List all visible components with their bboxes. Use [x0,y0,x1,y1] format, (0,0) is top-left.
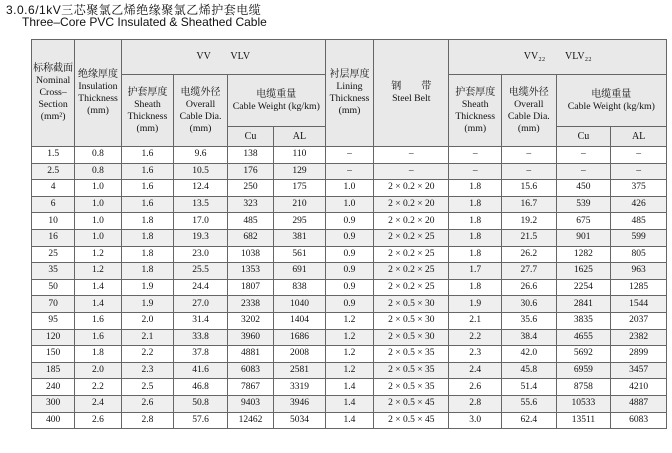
table-cell: 0.9 [325,229,373,246]
table-cell: 23.0 [174,246,228,263]
table-cell: 2 × 0.2 × 25 [374,279,449,296]
table-cell: 901 [556,229,611,246]
table-cell: – [611,147,667,164]
table-cell: 42.0 [501,346,556,363]
table-cell: 6083 [611,412,667,429]
table-cell: 0.9 [325,263,373,280]
table-cell: – [325,147,373,164]
table-cell: 33.8 [174,329,228,346]
table-cell: 10.5 [174,163,228,180]
table-cell: 17.0 [174,213,228,230]
table-cell: 3457 [611,362,667,379]
table-cell: 1404 [274,312,326,329]
table-cell: 5692 [556,346,611,363]
table-cell: 1.4 [325,412,373,429]
table-cell: 1807 [227,279,273,296]
table-cell: 2.6 [121,395,174,412]
table-cell: 120 [32,329,75,346]
table-cell: – [325,163,373,180]
table-cell: 2338 [227,296,273,313]
table-cell: – [449,163,502,180]
table-cell: 1.0 [75,196,121,213]
table-cell: 682 [227,229,273,246]
table-cell: 129 [274,163,326,180]
table-cell: 46.8 [174,379,228,396]
table-cell: 38.4 [501,329,556,346]
table-cell: 2 × 0.5 × 35 [374,346,449,363]
table-cell: 599 [611,229,667,246]
title-english: Three–Core PVC Insulated & Sheathed Cable [22,15,267,29]
table-cell: 1544 [611,296,667,313]
table-cell: 1.8 [449,180,502,197]
table-cell: 1.8 [449,213,502,230]
table-cell: 295 [274,213,326,230]
table-cell: 1285 [611,279,667,296]
table-cell: 1.4 [325,395,373,412]
table-cell: 6083 [227,362,273,379]
table-cell: 3319 [274,379,326,396]
table-cell: 485 [611,213,667,230]
table-cell: 4210 [611,379,667,396]
table-cell: 4655 [556,329,611,346]
table-cell: 2 × 0.2 × 20 [374,213,449,230]
table-cell: 150 [32,346,75,363]
table-cell: 31.4 [174,312,228,329]
header-cu-22: Cu [556,127,611,147]
table-cell: 55.6 [501,395,556,412]
table-cell: 2254 [556,279,611,296]
table-cell: – [501,147,556,164]
table-cell: 1.0 [75,229,121,246]
table-cell: 1686 [274,329,326,346]
table-cell: 0.8 [75,147,121,164]
table-cell: 963 [611,263,667,280]
table-cell: 323 [227,196,273,213]
table-cell: 0.9 [325,246,373,263]
table-cell: 7867 [227,379,273,396]
table-cell: 2.6 [449,379,502,396]
table-cell: – [611,163,667,180]
table-cell: 35 [32,263,75,280]
table-row [32,229,667,246]
table-cell: 41.6 [174,362,228,379]
header-al-22: AL [611,127,667,147]
table-cell: 2 × 0.2 × 25 [374,263,449,280]
table-cell: 2 × 0.5 × 30 [374,329,449,346]
header-cable-weight-22: 电缆重量 Cable Weight (kg/km) [556,75,666,127]
header-lining-thickness: 衬层厚度 Lining Thickness (mm) [325,40,373,147]
table-row [32,263,667,280]
table-cell: 1.7 [449,263,502,280]
table-cell: 691 [274,263,326,280]
table-cell: 0.9 [325,296,373,313]
table-cell: 2841 [556,296,611,313]
header-sheath-thickness: 护套厚度 Sheath Thickness (mm) [121,75,174,147]
table-cell: 300 [32,395,75,412]
table-cell: 30.6 [501,296,556,313]
table-cell: 37.8 [174,346,228,363]
table-cell: 35.6 [501,312,556,329]
table-cell: 9.6 [174,147,228,164]
table-cell: 2 × 0.5 × 35 [374,379,449,396]
table-cell: 1.8 [449,229,502,246]
table-cell: 2 × 0.5 × 30 [374,296,449,313]
table-cell: 0.8 [75,163,121,180]
table-cell: 70 [32,296,75,313]
table-cell: 16.7 [501,196,556,213]
table-cell: 21.5 [501,229,556,246]
table-cell: 2.5 [32,163,75,180]
table-cell: 2 × 0.5 × 45 [374,395,449,412]
table-row [32,362,667,379]
table-cell: 381 [274,229,326,246]
table-cell: 1.8 [75,346,121,363]
table-cell: 450 [556,180,611,197]
table-cell: 51.4 [501,379,556,396]
table-cell: 2899 [611,346,667,363]
table-cell: 19.2 [501,213,556,230]
table-cell: 1.0 [325,196,373,213]
table-cell: 1625 [556,263,611,280]
table-cell: 0.9 [325,279,373,296]
table-cell: 10533 [556,395,611,412]
table-cell: 2382 [611,329,667,346]
table-cell: 1.8 [121,213,174,230]
table-cell: 240 [32,379,75,396]
table-cell: 561 [274,246,326,263]
table-cell: 675 [556,213,611,230]
table-cell: 176 [227,163,273,180]
table-cell: 2.3 [449,346,502,363]
table-cell: 45.8 [501,362,556,379]
table-cell: 1038 [227,246,273,263]
table-cell: 1.0 [325,180,373,197]
table-cell: 210 [274,196,326,213]
table-cell: 2 × 0.2 × 20 [374,196,449,213]
table-cell: 3946 [274,395,326,412]
table-cell: 1.6 [75,312,121,329]
table-cell: 2.0 [75,362,121,379]
header-cu: Cu [227,127,273,147]
table-row [32,379,667,396]
table-cell: 1.8 [121,246,174,263]
table-cell: 2.8 [121,412,174,429]
header-group-vv-vlv: VV VLV [121,40,325,75]
table-cell: 1.8 [121,229,174,246]
header-al: AL [274,127,326,147]
table-row [32,312,667,329]
table-row [32,213,667,230]
table-row [32,329,667,346]
table-cell: 57.6 [174,412,228,429]
table-row [32,279,667,296]
table-cell: 8758 [556,379,611,396]
table-cell: 2.5 [121,379,174,396]
table-cell: 27.0 [174,296,228,313]
table-cell: 1353 [227,263,273,280]
table-cell: 805 [611,246,667,263]
table-cell: 1.2 [75,263,121,280]
table-cell: – [374,147,449,164]
table-cell: 9403 [227,395,273,412]
table-cell: 1.0 [75,180,121,197]
table-cell: 2.1 [121,329,174,346]
table-cell: 1.2 [325,346,373,363]
table-cell: 426 [611,196,667,213]
table-cell: 1.8 [449,246,502,263]
table-cell: 6 [32,196,75,213]
header-cable-weight: 电缆重量 Cable Weight (kg/km) [227,75,325,127]
table-cell: 2.2 [121,346,174,363]
table-cell: 15.6 [501,180,556,197]
header-sheath-thickness-22: 护套厚度 Sheath Thickness (mm) [449,75,502,147]
table-cell: 25.5 [174,263,228,280]
table-cell: 2037 [611,312,667,329]
table-cell: 2.8 [449,395,502,412]
table-cell: 2 × 0.5 × 45 [374,412,449,429]
table-cell: 1.2 [75,246,121,263]
table-cell: 2581 [274,362,326,379]
table-cell: 2 × 0.5 × 35 [374,362,449,379]
table-cell: 1.9 [121,296,174,313]
table-cell: 6959 [556,362,611,379]
table-cell: 27.7 [501,263,556,280]
table-row [32,296,667,313]
table-cell: 12.4 [174,180,228,197]
table-cell: 1040 [274,296,326,313]
table-cell: 2.2 [75,379,121,396]
table-cell: 3835 [556,312,611,329]
table-row [32,246,667,263]
table-cell: 1.8 [449,279,502,296]
table-cell: 26.2 [501,246,556,263]
table-cell: 1.4 [75,279,121,296]
table-cell: 1.9 [449,296,502,313]
table-row [32,346,667,363]
table-cell: 2.0 [121,312,174,329]
table-cell: – [501,163,556,180]
table-cell: 13.5 [174,196,228,213]
table-cell: 24.4 [174,279,228,296]
table-cell: 1.5 [32,147,75,164]
table-cell: 2.1 [449,312,502,329]
table-cell: 26.6 [501,279,556,296]
table-cell: 250 [227,180,273,197]
table-cell: 400 [32,412,75,429]
table-cell: 1.4 [325,379,373,396]
table-cell: 4881 [227,346,273,363]
table-cell: 1.6 [121,147,174,164]
table-cell: 185 [32,362,75,379]
table-cell: 1.8 [121,263,174,280]
table-cell: – [556,147,611,164]
table-cell: 2008 [274,346,326,363]
table-cell: 1.6 [121,163,174,180]
table-cell: 539 [556,196,611,213]
table-cell: 5034 [274,412,326,429]
table-cell: 10 [32,213,75,230]
table-cell: 375 [611,180,667,197]
table-row [32,412,667,429]
title-chinese: 3.0.6/1kV三芯聚氯乙烯绝缘聚氯乙烯护套电缆 [6,3,262,17]
table-cell: 2 × 0.2 × 25 [374,229,449,246]
table-row [32,163,667,180]
table-cell: 1282 [556,246,611,263]
table-cell: 485 [227,213,273,230]
table-cell: 16 [32,229,75,246]
table-cell: 2 × 0.2 × 20 [374,180,449,197]
table-cell: 2.3 [121,362,174,379]
table-cell: 2.6 [75,412,121,429]
table-cell: 50.8 [174,395,228,412]
table-body [32,147,667,429]
table-row [32,196,667,213]
table-cell: 12462 [227,412,273,429]
table-cell: 1.9 [121,279,174,296]
table-cell: 2.4 [75,395,121,412]
table-cell: 2.4 [449,362,502,379]
table-cell: 1.2 [325,312,373,329]
table-cell: 2 × 0.5 × 30 [374,312,449,329]
table-cell: 1.2 [325,329,373,346]
table-cell: 1.8 [449,196,502,213]
table-cell: 50 [32,279,75,296]
table-cell: 1.0 [75,213,121,230]
table-cell: 19.3 [174,229,228,246]
table-cell: 138 [227,147,273,164]
table-cell: 2 × 0.2 × 25 [374,246,449,263]
header-steel-belt: 钢 带 Steel Belt [374,40,449,147]
table-cell: 1.6 [75,329,121,346]
table-cell: 25 [32,246,75,263]
header-overall-dia-22: 电缆外径 Overall Cable Dia. (mm) [501,75,556,147]
header-nominal-section: 标称截面 Nominal Cross–Section (mm²) [32,40,75,147]
table-cell: 2.2 [449,329,502,346]
table-cell: 0.9 [325,213,373,230]
header-overall-dia: 电缆外径 Overall Cable Dia. (mm) [174,75,228,147]
cable-spec-table [31,39,667,429]
table-cell: – [374,163,449,180]
table-cell: 1.6 [121,180,174,197]
table-cell: 3202 [227,312,273,329]
table-cell: 175 [274,180,326,197]
table-cell: 3.0 [449,412,502,429]
table-cell: 110 [274,147,326,164]
table-cell: 62.4 [501,412,556,429]
table-row [32,147,667,164]
table-cell: – [449,147,502,164]
table-cell: 3960 [227,329,273,346]
table-row [32,395,667,412]
header-insulation-thickness: 绝缘厚度 Insulation Thickness (mm) [75,40,121,147]
table-cell: 4887 [611,395,667,412]
table-cell: – [556,163,611,180]
table-cell: 1.6 [121,196,174,213]
table-cell: 4 [32,180,75,197]
table-cell: 1.4 [75,296,121,313]
table-cell: 95 [32,312,75,329]
table-cell: 1.2 [325,362,373,379]
table-cell: 838 [274,279,326,296]
table-row [32,180,667,197]
header-group-vv22-vlv22: VV₂₂ VLV₂₂ [449,40,667,75]
table-cell: 13511 [556,412,611,429]
